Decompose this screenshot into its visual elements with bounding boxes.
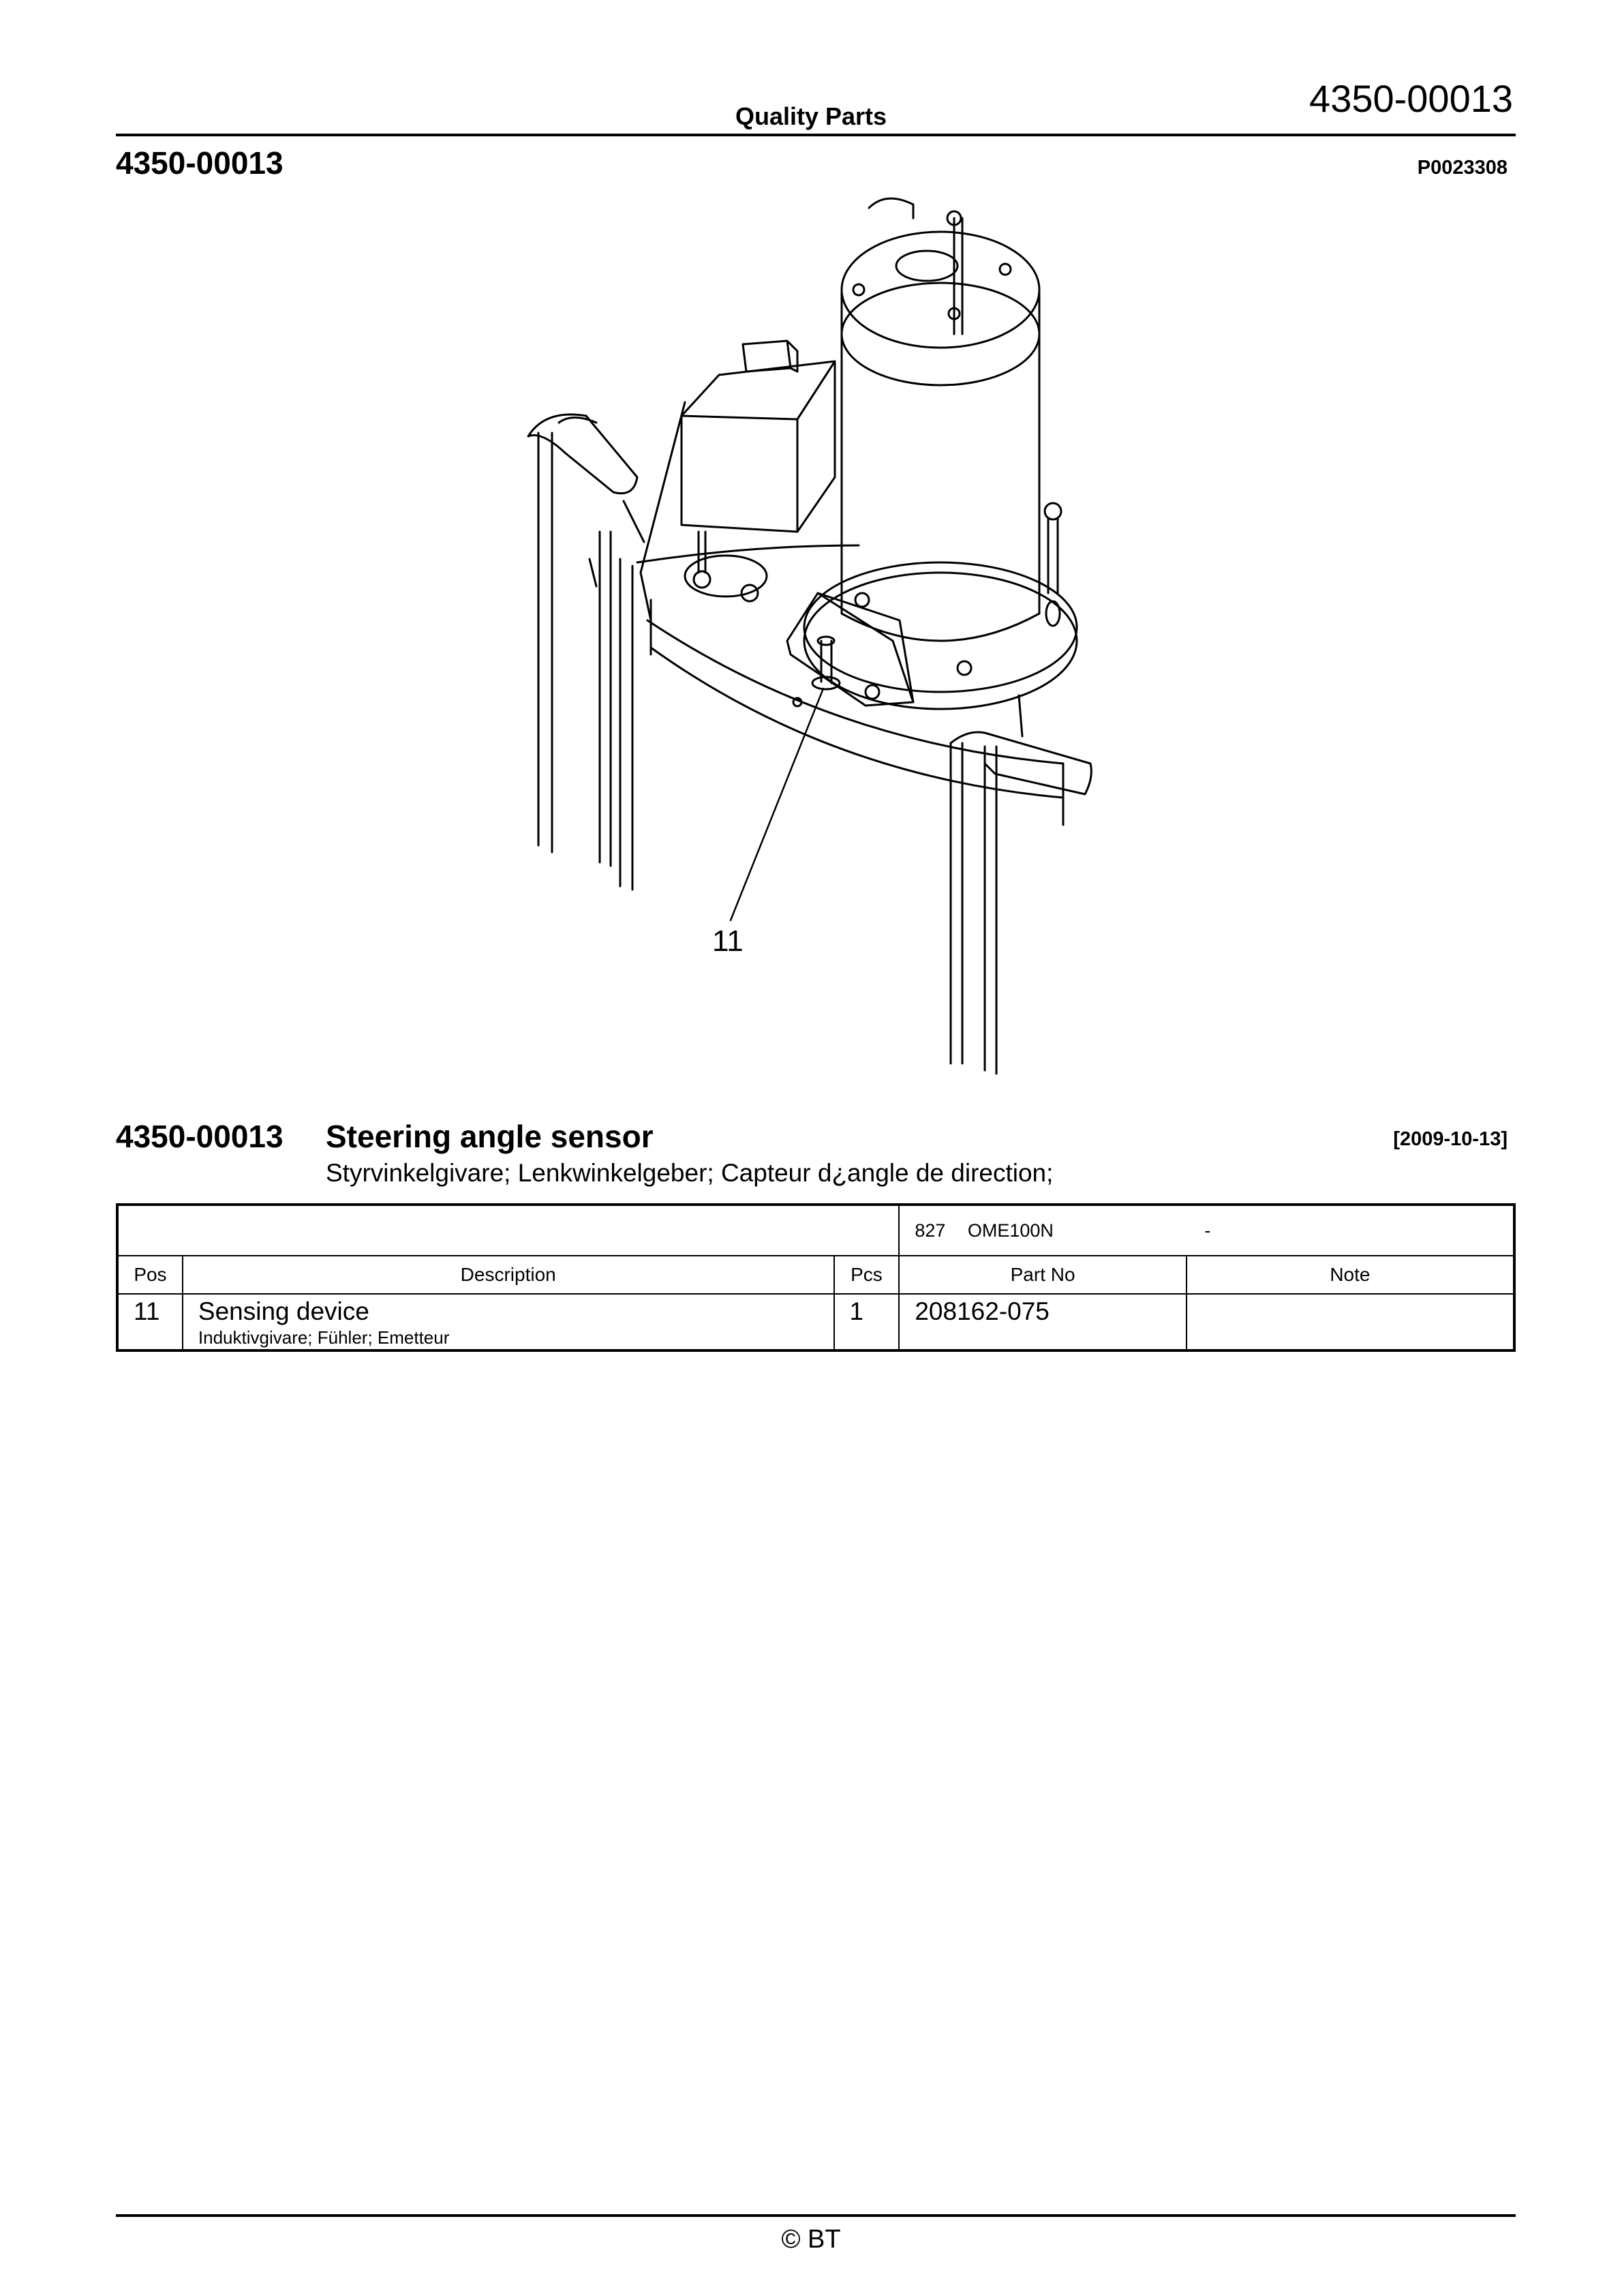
controller-box	[682, 341, 835, 601]
note-value	[1187, 1295, 1513, 1297]
cell-pcs	[834, 1294, 900, 1350]
description-value: Sensing device	[198, 1297, 369, 1325]
column-header-description: Description	[183, 1256, 834, 1294]
section-translations: Styrvinkelgivare; Lenkwinkelgeber; Capteur d¿angle de direction;	[326, 1159, 1054, 1187]
column-header-pos: Pos	[117, 1256, 183, 1294]
cell-pos	[117, 1294, 183, 1350]
motor-cylinder	[804, 198, 1077, 709]
table-header-row	[117, 1256, 1514, 1294]
parts-table	[116, 1203, 1516, 1352]
cell-note	[1187, 1294, 1514, 1350]
column-header-part-no: Part No	[899, 1256, 1186, 1294]
callout-leader-line	[731, 689, 823, 920]
column-header-pcs: Pcs	[834, 1256, 900, 1294]
left-frame-post	[528, 414, 644, 890]
footer-copyright: © BT	[781, 2225, 841, 2254]
exploded-parts-drawing	[477, 177, 1159, 1084]
header-rule	[116, 134, 1516, 136]
drawing-reference: P0023308	[1417, 157, 1508, 179]
footer-rule	[116, 2214, 1516, 2217]
column-header-note: Note	[1187, 1256, 1514, 1294]
section-title: Steering angle sensor	[326, 1119, 654, 1154]
part-no-value: 208162-075	[915, 1297, 1050, 1325]
cell-part-no	[899, 1294, 1186, 1350]
model-extra: -	[1204, 1220, 1211, 1241]
pcs-value: 1	[849, 1297, 864, 1325]
description-translations: Induktivgivare; Fühler; Emetteur	[198, 1327, 450, 1348]
section-date: [2009-10-13]	[1393, 1128, 1508, 1150]
section-number: 4350-00013	[116, 1119, 284, 1154]
header-document-number: 4350-00013	[1309, 77, 1513, 120]
callout-label: 11	[712, 924, 744, 958]
model-cell	[899, 1205, 1514, 1256]
model-name: OME100N	[967, 1220, 1054, 1241]
model-empty-cell	[117, 1205, 899, 1256]
cell-description	[183, 1294, 834, 1350]
model-code: 827	[915, 1220, 946, 1241]
document-number: 4350-00013	[116, 145, 284, 181]
model-row	[117, 1205, 1514, 1256]
pos-value: 11	[134, 1297, 160, 1325]
header-title: Quality Parts	[735, 102, 887, 130]
table-row	[117, 1294, 1514, 1350]
